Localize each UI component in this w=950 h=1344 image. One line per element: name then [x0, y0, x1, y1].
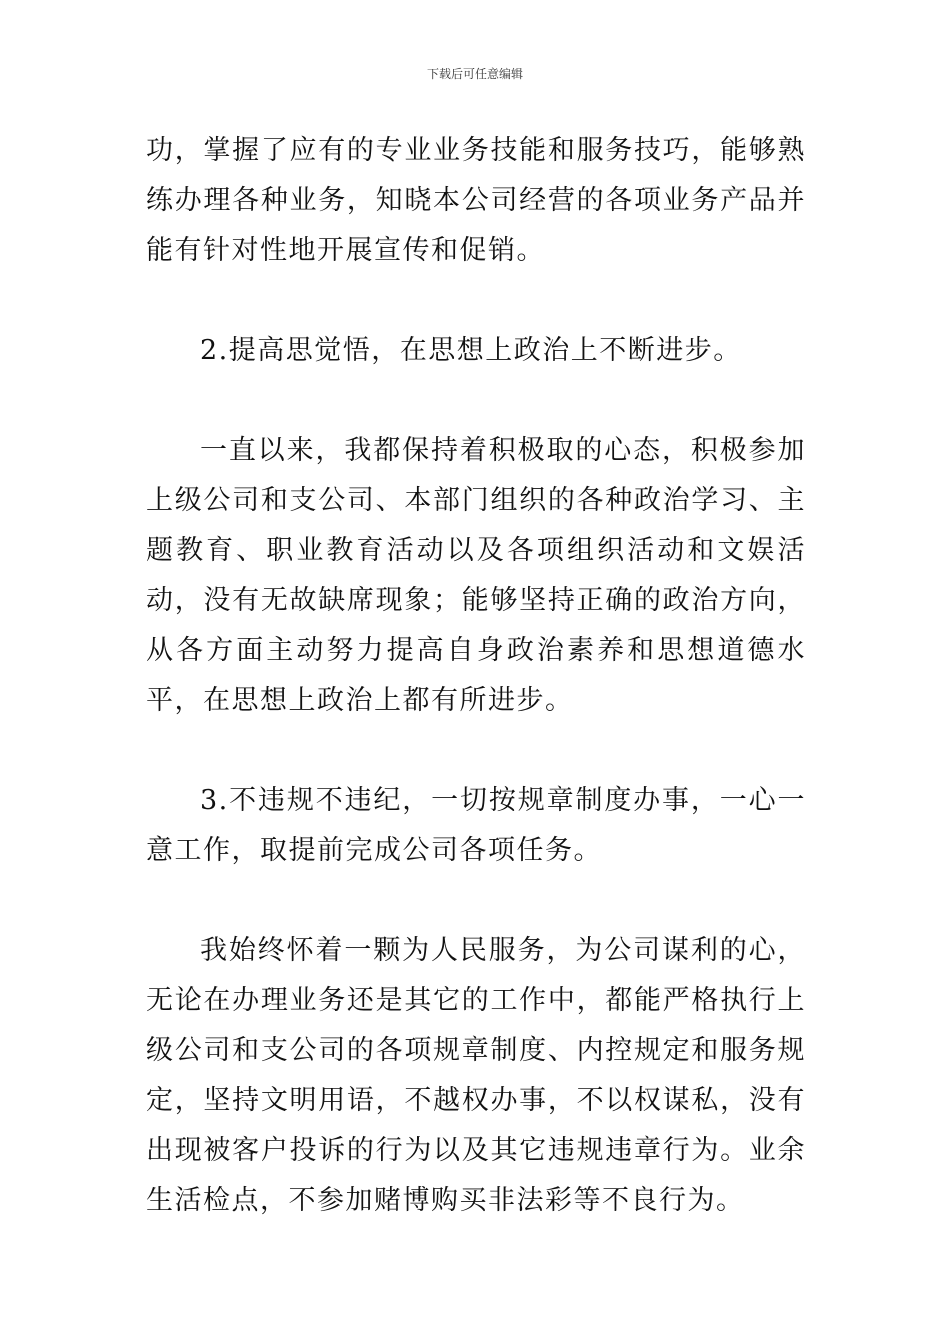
paragraph-gap	[146, 376, 806, 426]
paragraph-political-progress: 一直以来，我都保持着积极取的心态，积极参加上级公司和支公司、本部门组织的各种政治学习、主题教育、职业教育活动以及各项组织活动和文娱活动，没有无故缺席现象；能够坚持正确的政治方向，从各方面主动努力提高自身政治素养和思想道德水平，在思想上政治上都有所进步。	[146, 435, 806, 716]
paragraph-rules-compliance: 我始终怀着一颗为人民服务，为公司谋利的心，无论在办理业务还是其它的工作中，都能严格执行上级公司和支公司的各项规章制度、内控规定和服务规定，坚持文明用语，不越权办事，不以权谋私，没有出现被客户投诉的行为以及其它违规违章行为。业余生活检点，不参加赌博购买非法彩等不良行为。	[146, 935, 806, 1216]
paragraph-continuation: 功，掌握了应有的专业业务技能和服务技巧，能够熟练办理各种业务，知晓本公司经营的各项业务产品并能有针对性地开展宣传和促销。	[146, 135, 806, 266]
header-note: 下载后可任意编辑	[426, 67, 523, 81]
section-heading-2: 2.提高思觉悟，在思想上政治上不断进步。	[200, 335, 742, 366]
paragraph-gap	[146, 726, 806, 776]
document-body	[146, 126, 806, 1226]
paragraph-gap	[146, 276, 806, 326]
paragraph-gap	[146, 876, 806, 926]
section-heading-3: 3.不违规不违纪，一切按规章制度办事，一心一意工作，取提前完成公司各项任务。	[146, 785, 806, 866]
